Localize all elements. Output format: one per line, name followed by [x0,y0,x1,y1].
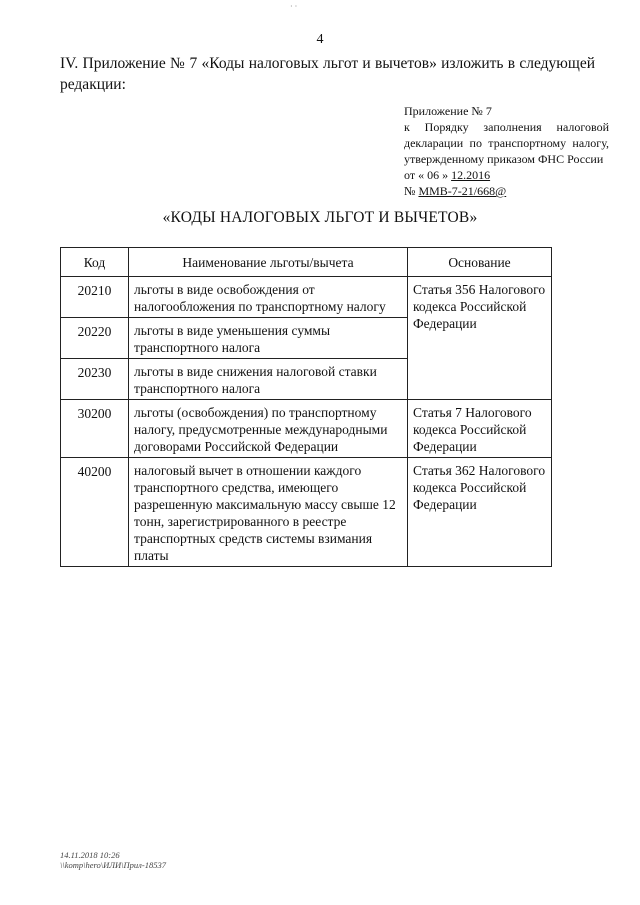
row-name: льготы в виде снижения налоговой ставки транспортного налога [129,359,408,400]
table-row [61,458,552,567]
row-basis: Статья 356 Налогового кодекса Российской Федерации [408,277,552,400]
appendix-date-value: 12.2016 [451,168,491,182]
header-code: Код [61,248,129,277]
codes-table [60,247,552,567]
appendix-number [404,183,609,199]
header-name: Наименование льготы/вычета [129,248,408,277]
footer-timestamp: 14.11.2018 10:26 [60,850,120,860]
footer-file-path: \\komp\hero\ИЛИ\Прил-18537 [60,860,166,870]
appendix-note [404,103,609,199]
row-code: 40200 [61,458,129,567]
row-code: 20220 [61,318,129,359]
appendix-note-line: декларации по транспортному налогу, [404,136,609,150]
appendix-date-prefix: от « 06 » [404,168,452,182]
row-code: 20210 [61,277,129,318]
table-row [61,400,552,458]
row-name: налоговый вычет в отношении каждого транспортного средства, имеющего разрешенную максимальную массу свыше 12 тонн, зарегистрированного в реестре транспортных средств системы взимания платы [129,458,408,567]
document-title: «КОДЫ НАЛОГОВЫХ ЛЬГОТ И ВЫЧЕТОВ» [162,209,478,226]
table-row [61,277,552,318]
row-basis: Статья 362 Налогового кодекса Российской Федерации [408,458,552,567]
row-name: льготы в виде освобождения от налогообложения по транспортному налогу [129,277,408,318]
row-code: 20230 [61,359,129,400]
row-name: льготы (освобождения) по транспортному налогу, предусмотренные международными договорами Российской Федерации [129,400,408,458]
appendix-note-line: утвержденному приказом ФНС России [404,152,604,166]
row-basis: Статья 7 Налогового кодекса Российской Федерации [408,400,552,458]
appendix-number-prefix: № [404,184,419,198]
row-code: 30200 [61,400,129,458]
footer-stamp [60,850,166,870]
row-name: льготы в виде уменьшения суммы транспортного налога [129,318,408,359]
appendix-date [404,167,609,183]
table-header-row [61,248,552,277]
scan-mark: · · [290,2,298,11]
header-basis: Основание [408,248,552,277]
intro-paragraph: IV. Приложение № 7 «Коды налоговых льгот и вычетов» изложить в следующей редакции: [60,55,595,93]
appendix-note-line: к Порядку заполнения налоговой [404,120,609,134]
page-number: 4 [316,32,324,47]
appendix-note-line: Приложение № 7 [404,104,492,118]
appendix-number-value: ММВ-7-21/668@ [418,184,507,198]
